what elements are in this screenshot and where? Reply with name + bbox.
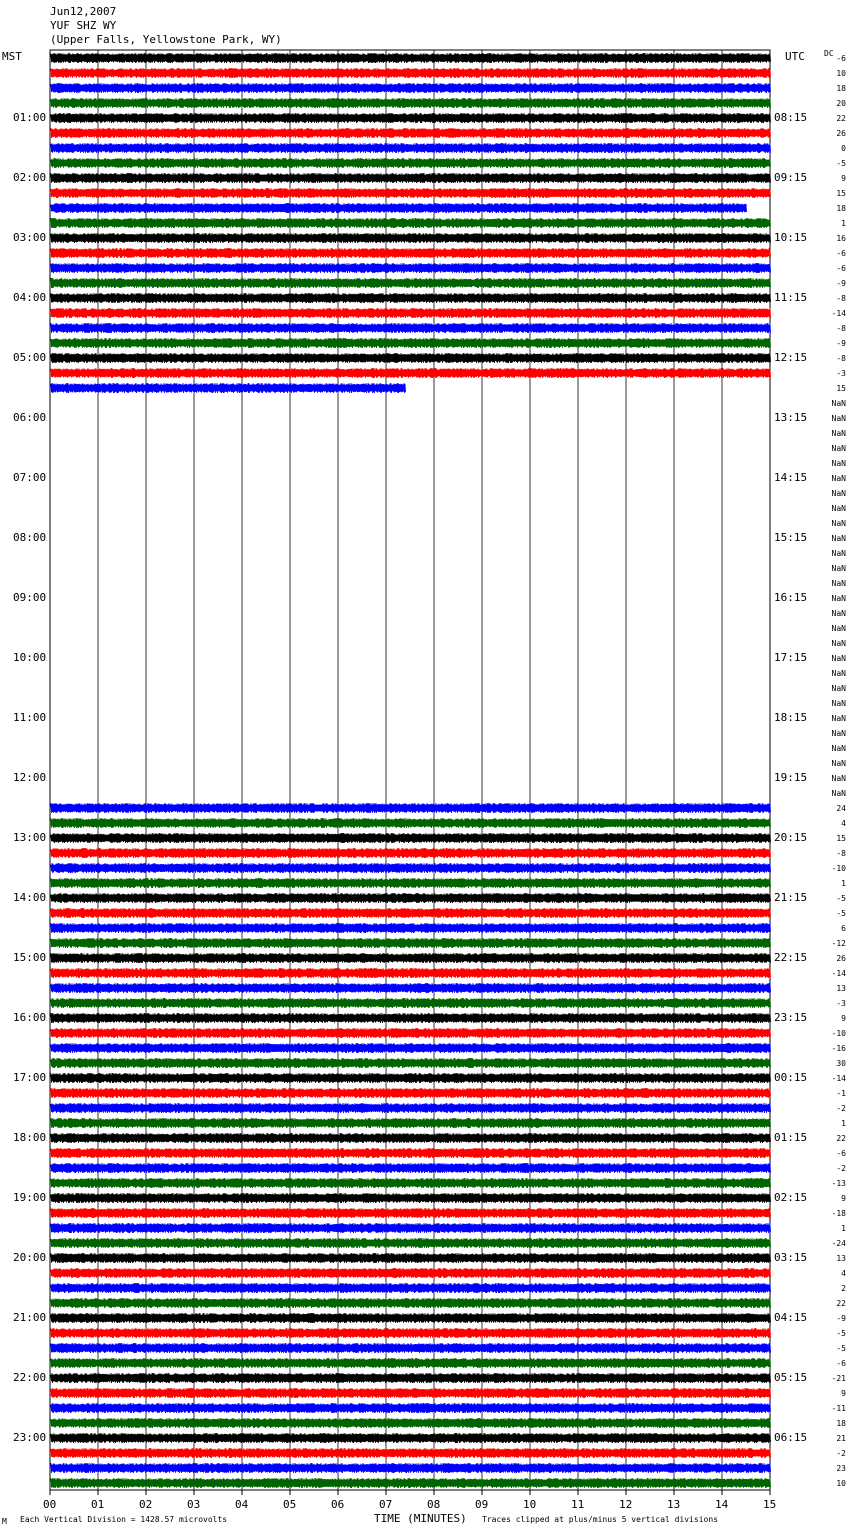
left-time-label: 15:00: [13, 951, 47, 964]
trace-row-2: [50, 83, 771, 93]
dc-offset-label: 24: [836, 804, 846, 813]
trace-row-75: [50, 1178, 771, 1188]
dc-offset-label: -2: [836, 1104, 846, 1113]
dc-offset-label: NaN: [831, 729, 846, 738]
dc-offset-label: NaN: [831, 699, 846, 708]
dc-offset-label: NaN: [831, 474, 846, 483]
dc-offset-label: NaN: [831, 534, 846, 543]
left-time-label: 01:00: [13, 111, 47, 124]
trace-row-50: [50, 803, 771, 813]
left-time-label: 17:00: [13, 1071, 47, 1084]
x-tick-label: 05: [283, 1498, 297, 1511]
trace-row-90: [50, 1403, 771, 1413]
trace-row-7: [50, 158, 771, 168]
trace-row-81: [50, 1268, 771, 1278]
dc-offset-label: -21: [831, 1374, 846, 1383]
left-time-label: 09:00: [13, 591, 47, 604]
dc-offset-label: NaN: [831, 429, 846, 438]
x-tick-label: 15: [763, 1498, 777, 1511]
trace-row-58: [50, 923, 771, 933]
header-station: YUF SHZ WY: [50, 19, 117, 32]
right-time-label: 08:15: [774, 111, 808, 124]
trace-row-22: [50, 383, 406, 393]
right-time-label: 20:15: [774, 831, 808, 844]
trace-row-68: [50, 1073, 771, 1083]
dc-offset-label: -24: [831, 1239, 846, 1248]
dc-offset-label: NaN: [831, 519, 846, 528]
dc-offset-label: NaN: [831, 549, 846, 558]
left-time-label: 23:00: [13, 1431, 47, 1444]
trace-row-15: [50, 278, 771, 288]
dc-offset-label: NaN: [831, 624, 846, 633]
trace-row-72: [50, 1133, 771, 1143]
dc-offset-label: -3: [836, 369, 846, 378]
trace-row-14: [50, 263, 771, 273]
dc-offset-label: -9: [836, 279, 846, 288]
dc-offset-label: 4: [841, 819, 846, 828]
header-date: Jun12,2007: [50, 5, 117, 18]
dc-offset-label: 18: [836, 84, 846, 93]
trace-row-11: [50, 218, 771, 228]
trace-row-9: [50, 188, 771, 198]
right-time-label: 10:15: [774, 231, 808, 244]
trace-row-70: [50, 1103, 771, 1113]
trace-row-65: [50, 1028, 771, 1038]
left-time-label: 20:00: [13, 1251, 47, 1264]
dc-offset-label: -5: [836, 1329, 846, 1338]
corner-mark: M: [2, 1517, 7, 1526]
dc-offset-label: 2: [841, 1284, 846, 1293]
dc-offset-label: 18: [836, 204, 846, 213]
trace-row-86: [50, 1343, 771, 1353]
dc-offset-label: -2: [836, 1164, 846, 1173]
left-time-label: 08:00: [13, 531, 47, 544]
left-time-label: 13:00: [13, 831, 47, 844]
left-timezone-label: MST: [2, 50, 22, 63]
trace-row-10: [50, 203, 747, 213]
trace-row-52: [50, 833, 771, 843]
dc-offset-label: -6: [836, 54, 846, 63]
dc-offset-label: 9: [841, 1014, 846, 1023]
trace-row-76: [50, 1193, 771, 1203]
right-time-label: 00:15: [774, 1071, 808, 1084]
left-time-label: 11:00: [13, 711, 47, 724]
right-time-label: 14:15: [774, 471, 808, 484]
clip-note: Traces clipped at plus/minus 5 vertical divisions: [482, 1515, 719, 1524]
trace-row-89: [50, 1388, 771, 1398]
dc-offset-label: NaN: [831, 414, 846, 423]
scale-note: Each Vertical Division = 1428.57 microvolts: [20, 1515, 228, 1524]
dc-offset-label: 10: [836, 1479, 846, 1488]
right-timezone-label: UTC: [785, 50, 805, 63]
x-tick-label: 06: [331, 1498, 345, 1511]
dc-offset-label: NaN: [831, 654, 846, 663]
right-time-label: 19:15: [774, 771, 808, 784]
trace-row-82: [50, 1283, 771, 1293]
trace-row-19: [50, 338, 771, 348]
dc-offset-label: -3: [836, 999, 846, 1008]
dc-offset-label: 18: [836, 1419, 846, 1428]
x-tick-label: 14: [715, 1498, 729, 1511]
x-tick-label: 01: [91, 1498, 105, 1511]
dc-offset-label: -16: [831, 1044, 846, 1053]
dc-offset-label: 30: [836, 1059, 846, 1068]
dc-offset-label: NaN: [831, 759, 846, 768]
trace-row-56: [50, 893, 771, 903]
dc-offset-label: -10: [831, 1029, 846, 1038]
right-time-label: 03:15: [774, 1251, 808, 1264]
trace-row-83: [50, 1298, 771, 1308]
trace-row-6: [50, 143, 771, 153]
dc-offset-label: -14: [831, 969, 846, 978]
x-tick-label: 09: [475, 1498, 489, 1511]
left-time-label: 06:00: [13, 411, 47, 424]
trace-row-18: [50, 323, 771, 333]
dc-offset-label: NaN: [831, 399, 846, 408]
right-time-label: 09:15: [774, 171, 808, 184]
dc-offset-label: 9: [841, 174, 846, 183]
dc-offset-label: NaN: [831, 459, 846, 468]
trace-row-85: [50, 1328, 771, 1338]
trace-row-92: [50, 1433, 771, 1443]
trace-row-67: [50, 1058, 771, 1068]
dc-offset-label: 15: [836, 189, 846, 198]
right-time-label: 02:15: [774, 1191, 808, 1204]
left-time-label: 21:00: [13, 1311, 47, 1324]
right-time-label: 01:15: [774, 1131, 808, 1144]
trace-row-80: [50, 1253, 771, 1263]
right-time-label: 21:15: [774, 891, 808, 904]
trace-row-51: [50, 818, 771, 828]
right-time-label: 15:15: [774, 531, 808, 544]
x-tick-label: 07: [379, 1498, 393, 1511]
dc-offset-label: 26: [836, 129, 846, 138]
right-time-label: 06:15: [774, 1431, 808, 1444]
dc-offset-label: NaN: [831, 609, 846, 618]
dc-offset-label: 13: [836, 1254, 846, 1263]
x-axis-label: TIME (MINUTES): [374, 1512, 467, 1525]
dc-offset-label: -8: [836, 324, 846, 333]
dc-offset-label: 1: [841, 1224, 846, 1233]
header-location: (Upper Falls, Yellowstone Park, WY): [50, 33, 282, 46]
trace-row-69: [50, 1088, 771, 1098]
dc-offset-label: 1: [841, 1119, 846, 1128]
left-time-label: 18:00: [13, 1131, 47, 1144]
trace-row-95: [50, 1478, 771, 1488]
dc-offset-label: -5: [836, 1344, 846, 1353]
dc-offset-label: NaN: [831, 684, 846, 693]
left-time-label: 02:00: [13, 171, 47, 184]
right-time-label: 16:15: [774, 591, 808, 604]
x-tick-label: 02: [139, 1498, 153, 1511]
trace-row-4: [50, 113, 771, 123]
dc-offset-label: 15: [836, 834, 846, 843]
trace-row-54: [50, 863, 771, 873]
dc-offset-label: -5: [836, 894, 846, 903]
dc-offset-label: NaN: [831, 789, 846, 798]
dc-offset-label: -8: [836, 354, 846, 363]
dc-offset-label: -14: [831, 1074, 846, 1083]
dc-offset-label: -1: [836, 1089, 846, 1098]
right-time-label: 18:15: [774, 711, 808, 724]
trace-row-61: [50, 968, 771, 978]
dc-offset-label: 23: [836, 1464, 846, 1473]
trace-row-55: [50, 878, 771, 888]
trace-row-74: [50, 1163, 771, 1173]
trace-row-87: [50, 1358, 771, 1368]
dc-offset-label: 10: [836, 69, 846, 78]
dc-offset-label: 21: [836, 1434, 846, 1443]
dc-offset-label: 9: [841, 1389, 846, 1398]
right-time-label: 23:15: [774, 1011, 808, 1024]
dc-offset-label: 15: [836, 384, 846, 393]
x-tick-label: 11: [571, 1498, 585, 1511]
x-tick-label: 10: [523, 1498, 537, 1511]
trace-row-91: [50, 1418, 771, 1428]
dc-offset-label: 22: [836, 114, 846, 123]
right-time-label: 12:15: [774, 351, 808, 364]
dc-offset-label: NaN: [831, 744, 846, 753]
dc-offset-label: 16: [836, 234, 846, 243]
right-time-label: 22:15: [774, 951, 808, 964]
dc-offset-label: 4: [841, 1269, 846, 1278]
trace-row-64: [50, 1013, 771, 1023]
left-time-label: 03:00: [13, 231, 47, 244]
dc-offset-label: -6: [836, 1359, 846, 1368]
right-time-label: 17:15: [774, 651, 808, 664]
dc-offset-label: -18: [831, 1209, 846, 1218]
x-tick-label: 08: [427, 1498, 441, 1511]
trace-row-71: [50, 1118, 771, 1128]
dc-offset-label: NaN: [831, 669, 846, 678]
dc-offset-label: 1: [841, 879, 846, 888]
dc-offset-label: 1: [841, 219, 846, 228]
trace-row-1: [50, 68, 771, 78]
dc-offset-label: NaN: [831, 564, 846, 573]
dc-offset-label: -9: [836, 339, 846, 348]
dc-offset-label: -5: [836, 159, 846, 168]
dc-offset-label: -9: [836, 1314, 846, 1323]
trace-row-60: [50, 953, 771, 963]
left-time-label: 14:00: [13, 891, 47, 904]
dc-header-label: DC: [824, 49, 834, 58]
dc-offset-label: -11: [831, 1404, 846, 1413]
dc-offset-label: -6: [836, 249, 846, 258]
right-time-label: 13:15: [774, 411, 808, 424]
left-time-label: 05:00: [13, 351, 47, 364]
dc-offset-label: NaN: [831, 489, 846, 498]
left-time-label: 19:00: [13, 1191, 47, 1204]
dc-offset-label: -6: [836, 1149, 846, 1158]
trace-row-12: [50, 233, 771, 243]
trace-row-21: [50, 368, 771, 378]
left-time-label: 16:00: [13, 1011, 47, 1024]
dc-offset-label: -14: [831, 309, 846, 318]
trace-row-3: [50, 98, 771, 108]
dc-offset-label: -6: [836, 264, 846, 273]
dc-offset-label: 0: [841, 144, 846, 153]
dc-offset-label: -8: [836, 849, 846, 858]
trace-row-5: [50, 128, 771, 138]
dc-offset-label: 9: [841, 1194, 846, 1203]
trace-row-78: [50, 1223, 771, 1233]
dc-offset-label: NaN: [831, 639, 846, 648]
right-time-label: 11:15: [774, 291, 808, 304]
trace-row-66: [50, 1043, 771, 1053]
left-time-label: 07:00: [13, 471, 47, 484]
trace-row-62: [50, 983, 771, 993]
trace-row-63: [50, 998, 771, 1008]
right-time-label: 04:15: [774, 1311, 808, 1324]
trace-row-17: [50, 308, 771, 318]
left-time-label: 12:00: [13, 771, 47, 784]
trace-row-94: [50, 1463, 771, 1473]
trace-row-0: [50, 53, 771, 63]
dc-offset-label: NaN: [831, 774, 846, 783]
dc-offset-label: 13: [836, 984, 846, 993]
dc-offset-label: -8: [836, 294, 846, 303]
trace-row-84: [50, 1313, 771, 1323]
dc-offset-label: -2: [836, 1449, 846, 1458]
trace-row-13: [50, 248, 771, 258]
dc-offset-label: -13: [831, 1179, 846, 1188]
dc-offset-label: 6: [841, 924, 846, 933]
trace-row-16: [50, 293, 771, 303]
left-time-label: 10:00: [13, 651, 47, 664]
x-tick-label: 13: [667, 1498, 681, 1511]
x-tick-label: 00: [43, 1498, 57, 1511]
trace-row-20: [50, 353, 771, 363]
trace-row-59: [50, 938, 771, 948]
trace-row-88: [50, 1373, 771, 1383]
x-tick-label: 03: [187, 1498, 201, 1511]
trace-row-53: [50, 848, 771, 858]
dc-offset-label: NaN: [831, 444, 846, 453]
trace-row-8: [50, 173, 771, 183]
trace-row-93: [50, 1448, 771, 1458]
dc-offset-label: NaN: [831, 579, 846, 588]
dc-offset-label: 20: [836, 99, 846, 108]
trace-row-79: [50, 1238, 771, 1248]
dc-offset-label: NaN: [831, 714, 846, 723]
dc-offset-label: 26: [836, 954, 846, 963]
dc-offset-label: -10: [831, 864, 846, 873]
left-time-label: 04:00: [13, 291, 47, 304]
trace-row-77: [50, 1208, 771, 1218]
dc-offset-label: -5: [836, 909, 846, 918]
right-time-label: 05:15: [774, 1371, 808, 1384]
x-tick-label: 12: [619, 1498, 633, 1511]
trace-row-73: [50, 1148, 771, 1158]
dc-offset-label: NaN: [831, 594, 846, 603]
x-tick-label: 04: [235, 1498, 249, 1511]
left-time-label: 22:00: [13, 1371, 47, 1384]
dc-offset-label: NaN: [831, 504, 846, 513]
trace-row-57: [50, 908, 771, 918]
dc-offset-label: 22: [836, 1299, 846, 1308]
dc-offset-label: -12: [831, 939, 846, 948]
dc-offset-label: 22: [836, 1134, 846, 1143]
